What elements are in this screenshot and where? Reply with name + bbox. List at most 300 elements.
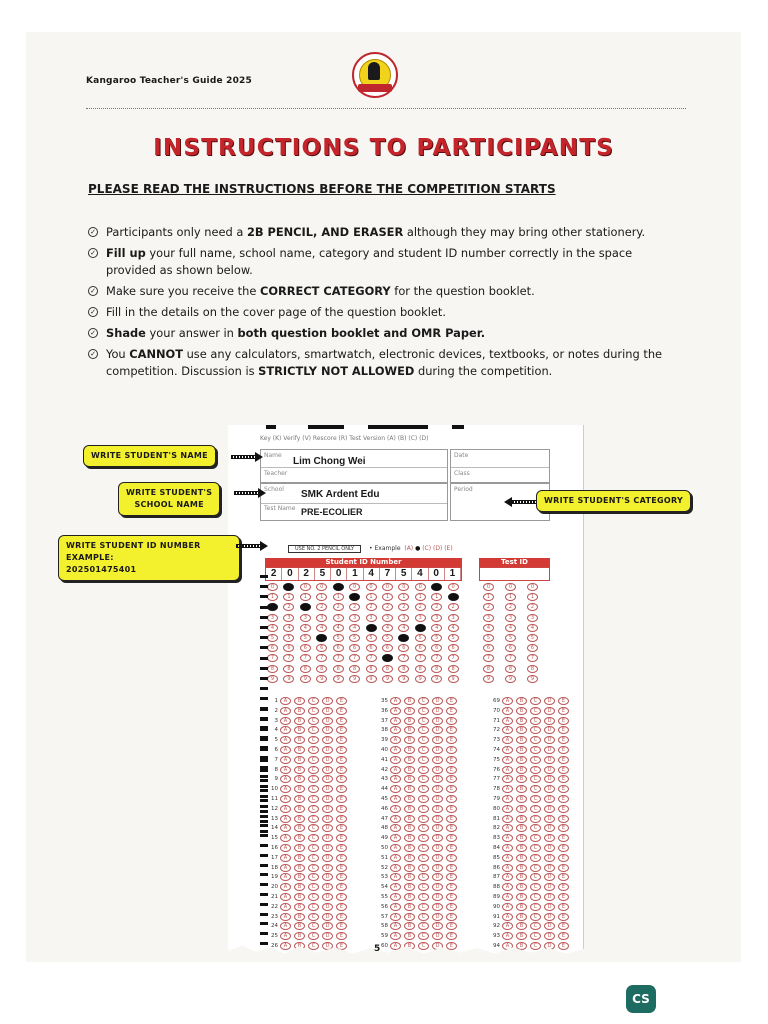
id-digit: 2 <box>299 568 315 580</box>
bubble: 6 <box>283 644 294 652</box>
bubble: 4 <box>333 624 344 632</box>
answer-bubble: B <box>516 795 527 803</box>
bubble: 7 <box>527 654 538 662</box>
answer-bubble: D <box>322 775 333 783</box>
question-number: 50 <box>381 845 388 851</box>
answer-bubble: B <box>294 903 305 911</box>
bubble: 0 <box>398 583 409 591</box>
bubble: 1 <box>333 593 344 601</box>
answer-bubble: D <box>432 736 443 744</box>
bubble: 0 <box>415 583 426 591</box>
answer-bubble: D <box>544 932 555 940</box>
instruction-item: ✓ Fill in the details on the cover page of the question booklet. <box>88 304 678 321</box>
answer-bubble: D <box>544 893 555 901</box>
answer-bubble: B <box>294 824 305 832</box>
answer-bubble: D <box>322 854 333 862</box>
answer-bubble: A <box>502 697 513 705</box>
question-number: 41 <box>381 756 388 763</box>
answer-bubble: B <box>404 922 415 930</box>
bubble: 2 <box>398 603 409 611</box>
question-number: 87 <box>493 874 500 881</box>
bubble: 6 <box>527 644 538 652</box>
timing-mark <box>260 585 268 588</box>
answer-bubble: B <box>294 942 305 950</box>
bubble: 2 <box>431 603 442 611</box>
answer-bubble: A <box>280 824 291 832</box>
answer-bubble: B <box>516 707 527 715</box>
question-number: 3 <box>274 717 278 724</box>
bubble: 8 <box>448 665 459 673</box>
bubble: 3 <box>448 614 459 622</box>
question-number: 80 <box>493 805 500 812</box>
bubble: 5 <box>300 634 311 642</box>
answer-bubble: E <box>446 795 457 803</box>
bubble: 9 <box>415 675 426 683</box>
answer-bubble: E <box>336 726 347 734</box>
answer-bubble: C <box>418 756 429 764</box>
bubble: 4 <box>398 624 409 632</box>
bubble: 5 <box>448 634 459 642</box>
answer-bubble: D <box>544 775 555 783</box>
answer-bubble: A <box>280 717 291 725</box>
bubble: 5 <box>431 634 442 642</box>
answer-bubble: E <box>336 873 347 881</box>
question-number: 13 <box>271 815 278 822</box>
answer-bubble: E <box>446 746 457 754</box>
bubble: 6 <box>398 644 409 652</box>
bubble: 9 <box>283 675 294 683</box>
bubble: 5 <box>366 634 377 642</box>
bubble: 8 <box>398 665 409 673</box>
answer-bubble: D <box>432 932 443 940</box>
answer-bubble: A <box>390 697 401 705</box>
bubble: 3 <box>483 614 494 622</box>
answer-bubble: E <box>446 775 457 783</box>
answer-bubble: B <box>516 775 527 783</box>
answer-bubble: C <box>530 824 541 832</box>
answer-bubble: C <box>530 854 541 862</box>
answer-bubble: B <box>516 746 527 754</box>
answer-bubble: C <box>308 913 319 921</box>
answer-bubble: E <box>336 785 347 793</box>
bubble: 5 <box>333 634 344 642</box>
answer-bubble: C <box>530 756 541 764</box>
timing-mark <box>260 616 268 619</box>
bubble: 9 <box>483 675 494 683</box>
callout-student-name: WRITE STUDENT'S NAME <box>83 445 216 467</box>
bubble: 1 <box>267 593 278 601</box>
bubble: 8 <box>349 665 360 673</box>
bubble: 6 <box>300 644 311 652</box>
bubble: 2 <box>333 603 344 611</box>
answer-bubble: C <box>308 864 319 872</box>
answer-bubble: C <box>308 756 319 764</box>
arrow-name-icon <box>231 454 263 460</box>
answer-bubble: D <box>432 756 443 764</box>
bubble: 3 <box>366 614 377 622</box>
answer-bubble: B <box>516 785 527 793</box>
question-number: 40 <box>381 747 388 753</box>
bubble: 0 <box>505 583 516 591</box>
answer-bubble: E <box>336 717 347 725</box>
answer-bubble: A <box>390 903 401 911</box>
answer-bubble: B <box>404 707 415 715</box>
answer-bubble: A <box>390 824 401 832</box>
answer-bubble: C <box>530 903 541 911</box>
answer-bubble: E <box>558 932 569 940</box>
answer-bubble: B <box>516 844 527 852</box>
school-name-value: SMK Ardent Edu <box>301 489 380 500</box>
bubble: 9 <box>431 675 442 683</box>
bubble: 9 <box>349 675 360 683</box>
bubble: 2 <box>382 603 393 611</box>
bubble: 3 <box>398 614 409 622</box>
check-bullet-icon: ✓ <box>88 349 98 359</box>
bubble: 6 <box>366 644 377 652</box>
pencil-note: USE NO. 2 PENCIL ONLY • Example (A) ● (C) (D) (E) <box>288 545 453 553</box>
bubble: 9 <box>448 675 459 683</box>
bubble: 8 <box>505 665 516 673</box>
answer-bubble: B <box>516 903 527 911</box>
answer-bubble: E <box>336 913 347 921</box>
answer-bubble: E <box>446 717 457 725</box>
bubble: 7 <box>267 654 278 662</box>
question-number: 82 <box>493 825 500 832</box>
answer-bubble: E <box>336 795 347 803</box>
bubble: 0 <box>300 583 311 591</box>
filled-bubble: 0 <box>283 583 294 591</box>
filled-bubble: 4 <box>415 624 426 632</box>
answer-bubble: D <box>322 913 333 921</box>
id-digit: 1 <box>347 568 363 580</box>
answer-bubble: C <box>308 736 319 744</box>
answer-bubble: A <box>280 746 291 754</box>
answer-bubble: B <box>404 795 415 803</box>
period-box: Period <box>450 483 550 521</box>
page-number: 5 <box>374 944 381 954</box>
question-number: 47 <box>381 815 388 822</box>
answer-bubble: C <box>418 883 429 891</box>
answer-bubble: A <box>502 864 513 872</box>
bubble: 6 <box>349 644 360 652</box>
answer-bubble: B <box>516 854 527 862</box>
answer-bubble: C <box>418 903 429 911</box>
answer-bubble: D <box>322 824 333 832</box>
bubble: 3 <box>382 614 393 622</box>
answer-bubble: C <box>308 932 319 940</box>
bubble: 5 <box>483 634 494 642</box>
answer-bubble: B <box>516 864 527 872</box>
answer-bubble: E <box>558 873 569 881</box>
answer-bubble: A <box>502 775 513 783</box>
answer-bubble: B <box>516 736 527 744</box>
answer-bubble: D <box>544 805 555 813</box>
answer-bubble: C <box>308 942 319 950</box>
bubble: 4 <box>316 624 327 632</box>
filled-bubble: 0 <box>333 583 344 591</box>
answer-bubble: E <box>446 942 457 950</box>
answer-bubble: B <box>294 922 305 930</box>
answer-bubble: E <box>336 746 347 754</box>
bubble: 8 <box>415 665 426 673</box>
answer-bubble: D <box>432 795 443 803</box>
answer-bubble: C <box>530 746 541 754</box>
answer-bubble: C <box>418 785 429 793</box>
question-number: 17 <box>271 854 278 861</box>
bubble: 0 <box>527 583 538 591</box>
answer-bubble: B <box>516 932 527 940</box>
answer-bubble: E <box>336 736 347 744</box>
question-number: 22 <box>271 903 278 910</box>
bubble: 3 <box>349 614 360 622</box>
question-number: 78 <box>493 786 500 793</box>
answer-bubble: B <box>404 942 415 950</box>
bubble: 0 <box>316 583 327 591</box>
answer-bubble: E <box>446 834 457 842</box>
answer-bubble: E <box>446 864 457 872</box>
answer-bubble: A <box>280 805 291 813</box>
bubble: 4 <box>382 624 393 632</box>
answer-bubble: E <box>446 883 457 891</box>
instruction-item: ✓ You CANNOT use any calculators, smartwatch, electronic devices, textbooks, or notes during the competition. Discussion is STRICTLY NOT ALLOWED during the competition. <box>88 346 678 380</box>
question-number: 75 <box>493 756 500 763</box>
question-number: 93 <box>493 933 500 940</box>
question-number: 43 <box>381 776 388 783</box>
answer-bubble: C <box>418 707 429 715</box>
answer-bubble: B <box>516 922 527 930</box>
answer-bubble: A <box>280 736 291 744</box>
timing-mark <box>260 657 268 660</box>
question-number: 74 <box>493 747 500 753</box>
answer-bubble: D <box>544 903 555 911</box>
answer-bubble: A <box>280 707 291 715</box>
bubble: 4 <box>527 624 538 632</box>
answer-bubble: E <box>558 903 569 911</box>
answer-bubble: A <box>390 726 401 734</box>
question-number: 85 <box>493 854 500 861</box>
answer-bubble: E <box>446 903 457 911</box>
answer-bubble: A <box>280 922 291 930</box>
answer-bubble: E <box>558 746 569 754</box>
answer-bubble: E <box>446 756 457 764</box>
answer-bubble: A <box>280 942 291 950</box>
question-number: 44 <box>381 786 388 793</box>
answer-bubble: E <box>446 922 457 930</box>
test-id-header: Test ID <box>479 558 550 567</box>
bubble: 0 <box>349 583 360 591</box>
bubble: 2 <box>415 603 426 611</box>
answer-bubble: C <box>530 766 541 774</box>
answer-bubble: B <box>294 785 305 793</box>
bubble: 6 <box>267 644 278 652</box>
question-number: 77 <box>493 776 500 783</box>
bubble: 5 <box>267 634 278 642</box>
bubble: 0 <box>366 583 377 591</box>
answer-bubble: B <box>294 736 305 744</box>
question-number: 46 <box>381 805 388 812</box>
answer-bubble: A <box>390 883 401 891</box>
answer-bubble: E <box>336 697 347 705</box>
answer-bubble: B <box>404 697 415 705</box>
bubble: 3 <box>431 614 442 622</box>
answer-bubble: E <box>446 844 457 852</box>
answer-bubble: D <box>544 707 555 715</box>
test-name-value: PRE-ECOLIER <box>301 507 363 517</box>
id-digit: 5 <box>396 568 412 580</box>
answer-bubble: D <box>544 922 555 930</box>
answer-bubble: E <box>446 913 457 921</box>
id-digit: 0 <box>282 568 298 580</box>
bubble: 3 <box>300 614 311 622</box>
timing-mark <box>260 595 268 598</box>
callout-student-id: WRITE STUDENT ID NUMBER EXAMPLE: 202501475401 <box>58 535 240 581</box>
answer-bubble: D <box>322 736 333 744</box>
answer-bubble: B <box>404 824 415 832</box>
bubble: 5 <box>349 634 360 642</box>
filled-bubble: 1 <box>349 593 360 601</box>
question-number: 42 <box>381 766 388 773</box>
answer-bubble: B <box>404 844 415 852</box>
question-number: 79 <box>493 796 500 802</box>
id-digit: 5 <box>315 568 331 580</box>
bubble: 1 <box>527 593 538 601</box>
answer-bubble: B <box>294 756 305 764</box>
answer-bubble: E <box>336 756 347 764</box>
question-number: 45 <box>381 796 388 802</box>
bubble: 2 <box>448 603 459 611</box>
bubble: 2 <box>505 603 516 611</box>
answer-bubble: C <box>530 785 541 793</box>
answer-bubble: D <box>432 903 443 911</box>
test-id-digits <box>479 567 550 581</box>
check-bullet-icon: ✓ <box>88 286 98 296</box>
answer-bubble: A <box>390 922 401 930</box>
answer-bubble: A <box>502 726 513 734</box>
bubble: 9 <box>527 675 538 683</box>
answer-bubble: B <box>294 766 305 774</box>
answer-bubble: C <box>418 795 429 803</box>
question-number: 8 <box>274 766 278 773</box>
question-number: 18 <box>271 864 278 871</box>
answer-bubble: D <box>322 726 333 734</box>
question-number: 48 <box>381 825 388 832</box>
question-number: 53 <box>381 874 388 881</box>
answer-bubble: C <box>308 903 319 911</box>
answer-bubble: E <box>336 824 347 832</box>
answer-bubble: E <box>558 766 569 774</box>
answer-bubble: D <box>432 844 443 852</box>
bubble: 3 <box>527 614 538 622</box>
question-number: 71 <box>493 717 500 724</box>
answer-bubble: E <box>558 834 569 842</box>
question-number: 54 <box>381 884 388 891</box>
filled-bubble: 5 <box>398 634 409 642</box>
answer-bubble: B <box>294 932 305 940</box>
answer-bubble: E <box>558 707 569 715</box>
answer-bubble: C <box>308 707 319 715</box>
answer-bubble: D <box>322 873 333 881</box>
filled-bubble: 2 <box>300 603 311 611</box>
answer-bubble: A <box>502 815 513 823</box>
answer-bubble: C <box>418 893 429 901</box>
answer-bubble: E <box>336 922 347 930</box>
bubble: 5 <box>527 634 538 642</box>
answer-bubble: A <box>280 873 291 881</box>
answer-bubble: D <box>322 922 333 930</box>
question-number: 21 <box>271 894 278 900</box>
answer-bubble: E <box>336 903 347 911</box>
answer-bubble: B <box>516 893 527 901</box>
bubble: 4 <box>300 624 311 632</box>
answer-bubble: C <box>530 873 541 881</box>
answer-bubble: A <box>390 717 401 725</box>
answer-bubble: E <box>336 707 347 715</box>
answer-bubble: C <box>418 815 429 823</box>
answer-bubble: E <box>446 893 457 901</box>
answer-bubble: E <box>558 922 569 930</box>
question-number: 19 <box>271 874 278 881</box>
answer-bubble: D <box>322 815 333 823</box>
answer-bubble: B <box>516 756 527 764</box>
answer-bubble: B <box>294 873 305 881</box>
filled-bubble: 2 <box>267 603 278 611</box>
bubble: 8 <box>267 665 278 673</box>
answer-bubble: E <box>558 805 569 813</box>
answer-bubble: D <box>544 942 555 950</box>
answer-bubble: A <box>280 697 291 705</box>
answer-bubble: B <box>294 746 305 754</box>
answer-bubble: E <box>446 805 457 813</box>
answer-bubble: A <box>502 873 513 881</box>
answer-bubble: D <box>322 697 333 705</box>
bubble: 9 <box>333 675 344 683</box>
answer-bubble: B <box>294 883 305 891</box>
answer-bubble: D <box>432 873 443 881</box>
bubble: 1 <box>316 593 327 601</box>
answer-bubble: D <box>322 834 333 842</box>
bubble: 3 <box>415 614 426 622</box>
answer-bubble: A <box>502 766 513 774</box>
answer-bubble: D <box>544 844 555 852</box>
answer-bubble: B <box>404 756 415 764</box>
filled-bubble: 5 <box>316 634 327 642</box>
answer-bubble: A <box>390 854 401 862</box>
header-divider <box>86 108 686 109</box>
answer-bubble: A <box>390 785 401 793</box>
answer-bubble: B <box>404 893 415 901</box>
bubble: 1 <box>398 593 409 601</box>
answer-bubble: D <box>544 873 555 881</box>
answer-bubble: D <box>322 942 333 950</box>
timing-mark <box>260 677 268 680</box>
answer-bubble: A <box>390 805 401 813</box>
timing-mark <box>260 667 268 670</box>
answer-bubble: E <box>558 717 569 725</box>
answer-bubble: A <box>502 922 513 930</box>
question-number: 70 <box>493 707 500 714</box>
answer-bubble: C <box>308 805 319 813</box>
answer-bubble: C <box>308 834 319 842</box>
bubble: 9 <box>398 675 409 683</box>
answer-bubble: B <box>404 805 415 813</box>
answer-bubble: E <box>558 736 569 744</box>
answer-bubble: C <box>418 922 429 930</box>
answer-bubble: C <box>530 815 541 823</box>
question-number: 89 <box>493 894 500 900</box>
bubble: 8 <box>366 665 377 673</box>
answer-bubble: B <box>294 726 305 734</box>
answer-bubble: C <box>418 824 429 832</box>
